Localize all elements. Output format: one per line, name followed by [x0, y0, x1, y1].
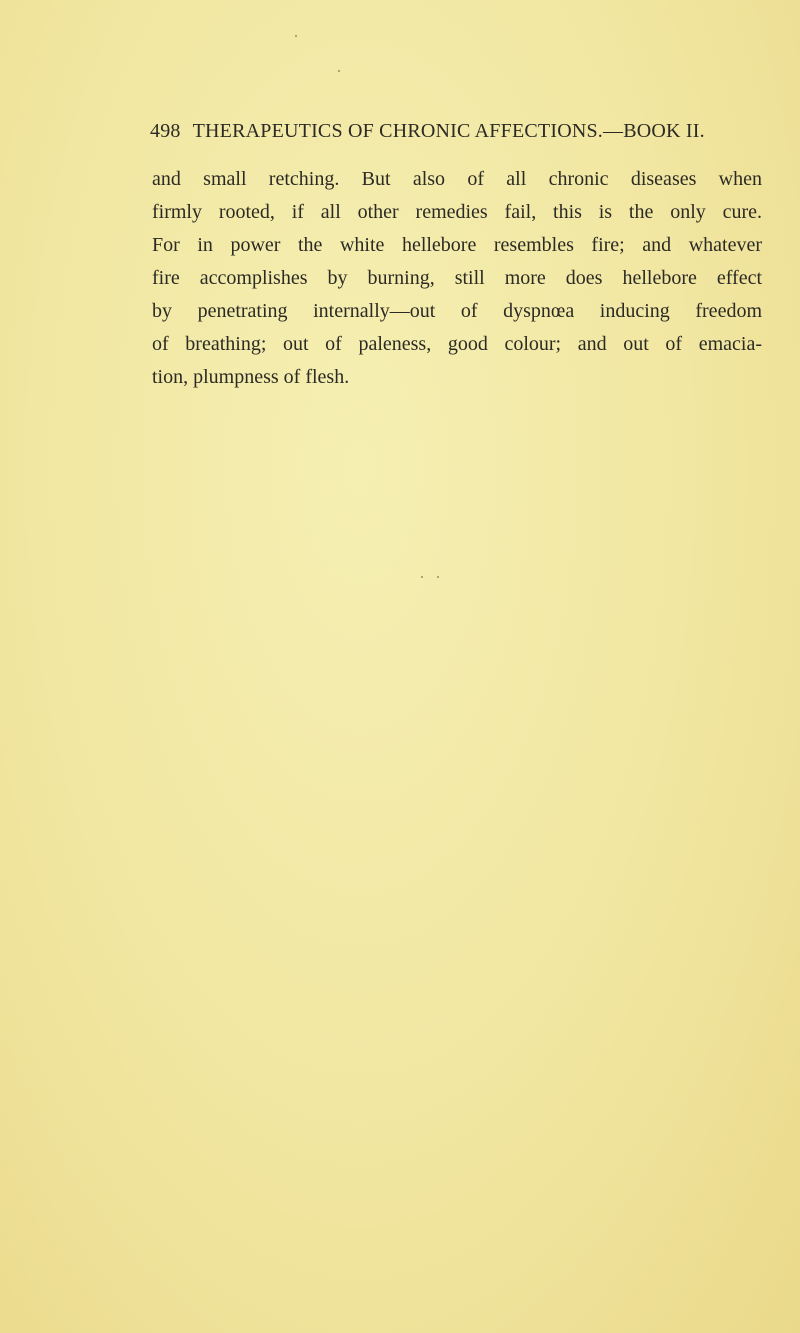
text-line: and small retching. But also of all chronic diseases when — [152, 168, 762, 190]
paper-speck — [437, 576, 439, 578]
body-paragraph — [152, 163, 762, 394]
page-number: 498 — [150, 120, 181, 142]
paper-speck — [421, 576, 423, 578]
running-title: THERAPEUTICS OF CHRONIC AFFECTIONS.—BOOK II. — [192, 120, 705, 142]
text-line: For in power the white hellebore resembles fire; and whatever — [152, 234, 762, 256]
running-header — [150, 120, 770, 143]
text-line-last: tion, plumpness of flesh. — [152, 366, 350, 388]
text-line: by penetrating internally—out of dyspnœa inducing freedom — [152, 300, 762, 322]
text-line: of breathing; out of paleness, good colour; and out of emacia- — [152, 333, 762, 355]
paper-speck — [295, 35, 297, 37]
text-line: firmly rooted, if all other remedies fail, this is the only cure. — [152, 201, 762, 223]
paper-speck — [338, 70, 340, 72]
text-line: fire accomplishes by burning, still more does hellebore effect — [152, 267, 762, 289]
